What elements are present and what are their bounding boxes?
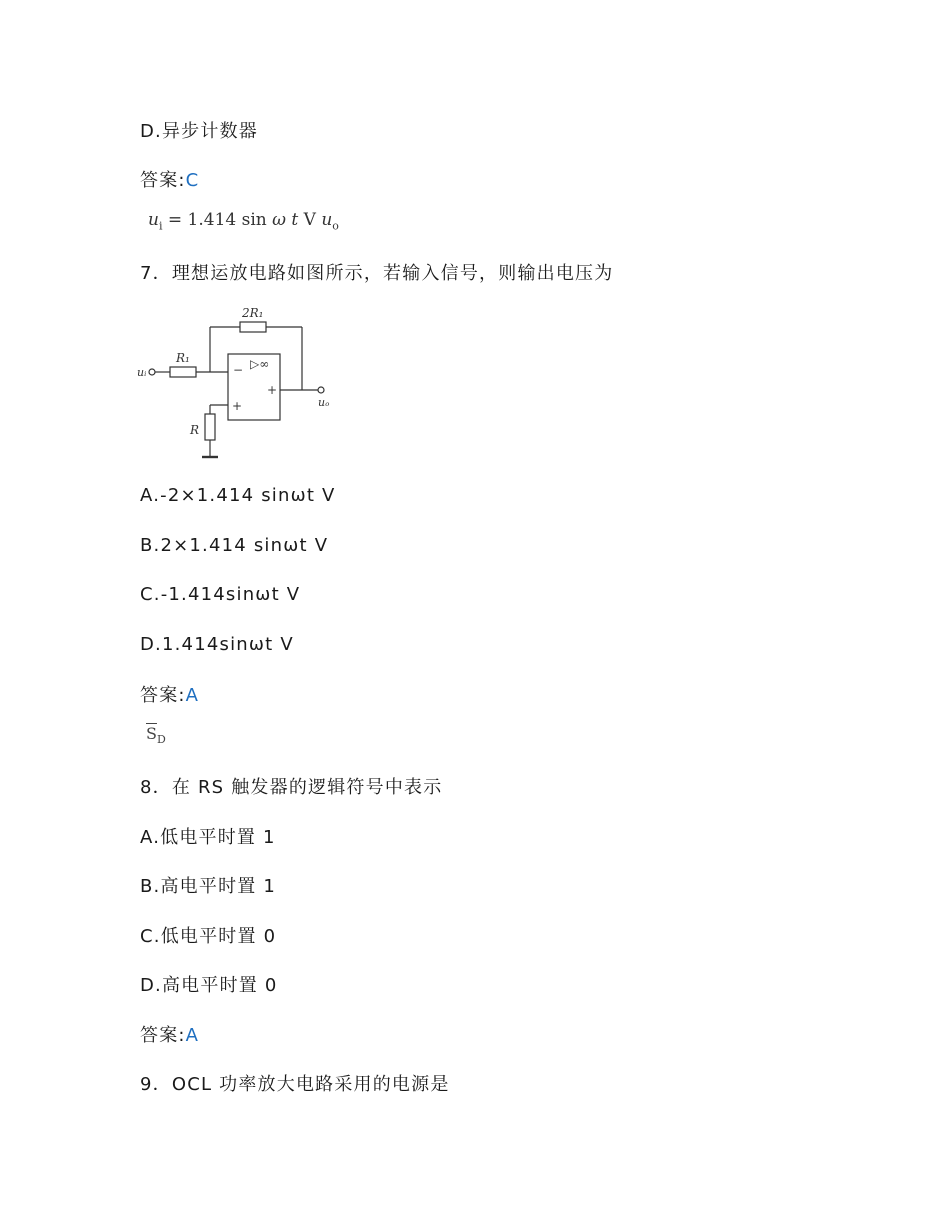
q6-option-d: D.异步计数器 [140,121,258,142]
input-terminal [149,369,155,375]
q7-option-b: B.2×1.414 sinωt V [140,535,329,556]
sd-letter: $\overline{S}$ [146,724,157,743]
output-sign: + [267,383,278,397]
noninverting-sign: + [232,399,243,413]
q7-question: 7．理想运放电路如图所示，若输入信号，则输出电压为 [140,263,614,284]
inverting-sign: − [233,363,244,377]
answer-value: C [185,170,200,191]
input-label: uᵢ [137,366,147,379]
q6-answer [140,169,199,193]
q8-sd-symbol [146,724,166,746]
opamp-symbol: ▷∞ [250,357,270,371]
ground-resistor-label: R [190,423,200,437]
q7-option-a: A.-2×1.414 sinωt V [140,485,336,506]
ui-variable: u [148,210,159,230]
q8-option-a: A.低电平时置 1 [140,827,276,848]
uo-subscript: o [332,219,339,233]
q7-option-d: D.1.414sinωt V [140,634,294,655]
q7-formula [148,210,339,240]
ui-subscript: i [158,219,163,233]
answer-label: 答案: [140,170,186,191]
formula-expression: = 1.414 sin [162,210,273,230]
output-terminal [318,387,324,393]
uo-variable: u [321,210,333,230]
q8-question: 8．在 RS 触发器的逻辑符号中表示 [140,777,443,798]
q8-option-b: B.高电平时置 1 [140,876,277,897]
q7-option-c: C.-1.414sinωt V [140,584,301,605]
q9-question: 9．OCL 功率放大电路采用的电源是 [140,1074,450,1095]
sd-subscript: D [156,733,166,747]
formula-unit: V [298,210,322,230]
answer-value: A [185,1025,200,1046]
q8-option-d: D.高电平时置 0 [140,975,278,996]
opamp-circuit-diagram [136,302,336,464]
ground-resistor [205,414,215,440]
omega-t: ω t [272,210,299,230]
feedback-resistor-label: 2R₁ [242,306,264,320]
output-label: uₒ [318,396,330,409]
answer-label: 答案: [140,685,186,706]
q8-answer [140,1024,199,1048]
q8-option-c: C.低电平时置 0 [140,926,277,947]
answer-label: 答案: [140,1025,186,1046]
q7-answer [140,684,199,708]
feedback-resistor [240,322,266,332]
input-resistor [170,367,196,377]
answer-value: A [185,685,200,706]
input-resistor-label: R₁ [176,351,190,365]
